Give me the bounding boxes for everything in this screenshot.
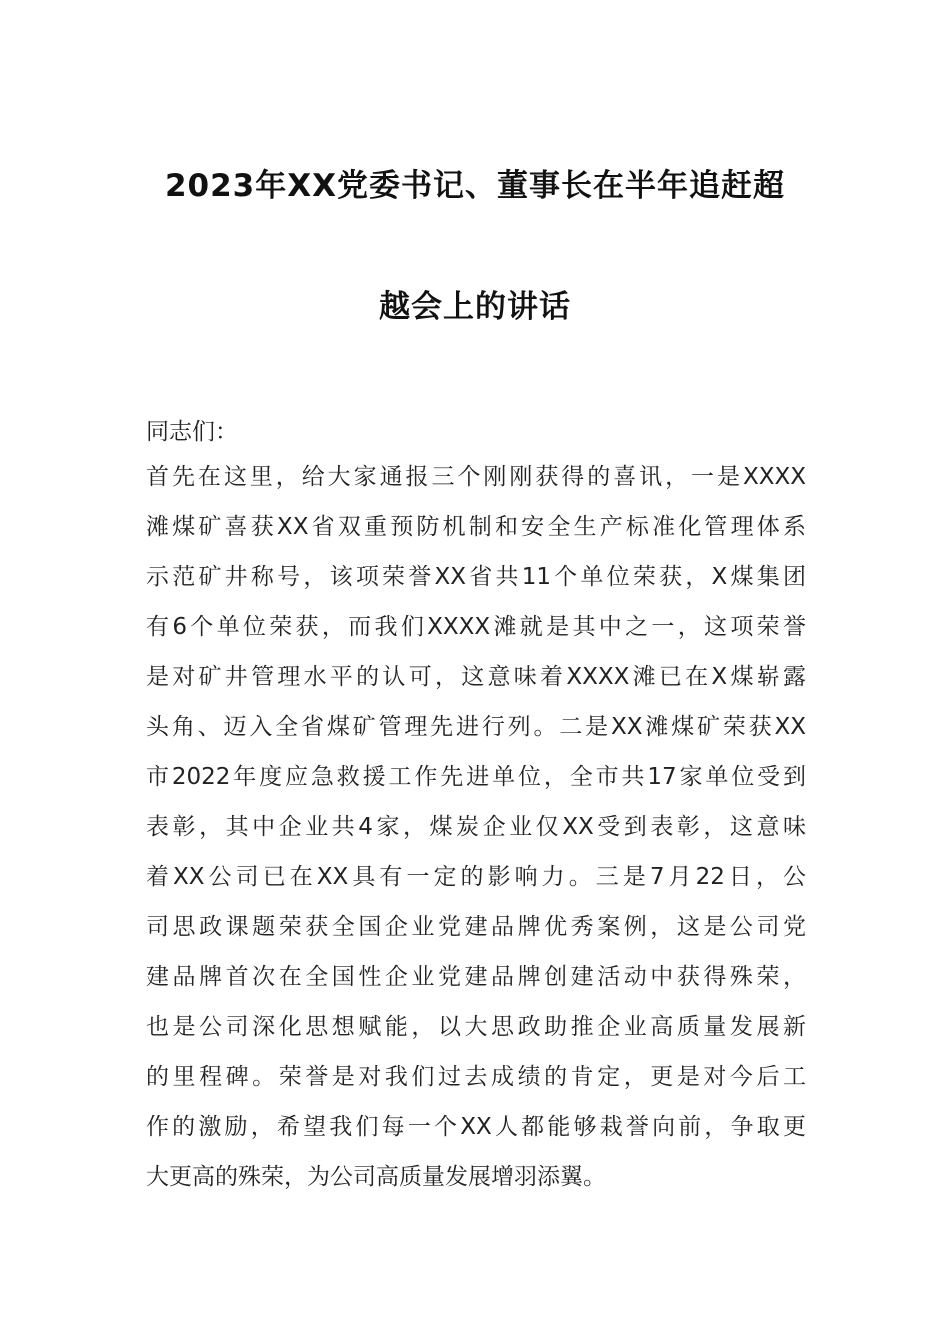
body-line: 示范矿井称号，该项荣誉XX省共11个单位荣获，X煤集团 <box>146 564 806 590</box>
body-line: 市2022年度应急救援工作先进单位，全市共17家单位受到 <box>146 764 806 790</box>
body-line: 作的激励，希望我们每一个XX人都能够栽誉向前，争取更 <box>146 1114 806 1140</box>
body-line: 建品牌首次在全国性企业党建品牌创建活动中获得殊荣， <box>146 964 806 990</box>
body-line: 滩煤矿喜获XX省双重预防机制和安全生产标准化管理体系 <box>146 514 806 540</box>
body-line: 也是公司深化思想赋能，以大思政助推企业高质量发展新 <box>146 1014 806 1040</box>
body-line: 头角、迈入全省煤矿管理先进行列。二是XX滩煤矿荣获XX <box>146 714 806 740</box>
body-line: 司思政课题荣获全国企业党建品牌优秀案例，这是公司党 <box>146 914 806 940</box>
body-line: 首先在这里，给大家通报三个刚刚获得的喜讯，一是XXXX <box>146 464 806 490</box>
document-title-line-1: 2023年XX党委书记、董事长在半年追赶超 <box>164 168 786 204</box>
body-line: 是对矿井管理水平的认可，这意味着XXXX滩已在X煤崭露 <box>146 664 806 690</box>
salutation: 同志们： <box>146 419 238 445</box>
document-title-line-2: 越会上的讲话 <box>379 289 571 325</box>
body-line: 的里程碑。荣誉是对我们过去成绩的肯定，更是对今后工 <box>146 1064 806 1090</box>
body-paragraph <box>146 459 806 1209</box>
body-line: 大更高的殊荣，为公司高质量发展增羽添翼。 <box>146 1164 606 1190</box>
body-line: 表彰，其中企业共4家，煤炭企业仅XX受到表彰，这意味 <box>146 814 806 840</box>
body-line: 有6个单位荣获，而我们XXXX滩就是其中之一，这项荣誉 <box>146 614 806 640</box>
body-line: 着XX公司已在XX具有一定的影响力。三是7月22日，公 <box>146 864 806 890</box>
